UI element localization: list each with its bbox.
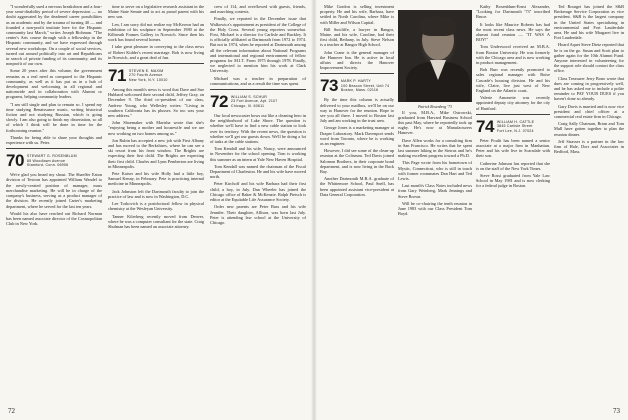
paragraph: It looks like Maurice Roberts has had the most recent class news. He says the alumni fund reunion — "IT WAS A BOY!" <box>476 21 550 43</box>
paragraph: Class Treasurer Jerry Bono wrote that dues are coming in progressively well, and he has asked me to include a polite reminder to PAY YOUR DUES if you haven't done so already. <box>554 75 624 102</box>
address-line: Boston, Mass. 02116 <box>340 88 379 93</box>
class-secretary-address <box>341 77 389 92</box>
class-heading <box>476 118 550 135</box>
address-line: WILLIAM S. SCHUR <box>230 95 268 100</box>
paragraph: Finally, we reported in the December issue that Walkowicz's appointment as president of the College of the Holy Cross. Several young reporters somewhat. First, Michael is a director for Carlisle and Buckley. It is officially affiliated at Dartmouth from 1972 to 1974. But not in 1974, when he reported at Dartmouth among all the relevant information about National Programs and international and regional environment of fellow programs for M.I.T. From 1975 through 1978. Finally, we neglected to mention him his work at Clark University. <box>210 16 306 74</box>
right-page <box>314 0 628 420</box>
paragraph: Dave Allen works for a consulting firm in San Francisco. He writes that he spent last summer hiking in the Sierras and he's making excellent progress toward a Ph.D. <box>398 137 472 159</box>
paragraph: If you, M.B.A., Mike Ostrowski, graduated from Harvard Business School this past May, where he reportedly took up rugby. He's now at Manufacturers Hanover. <box>398 109 472 136</box>
paragraph: Peter Kirchoff and his wife Barbara had their first child, a boy, in July. Dan Wheeler has joined the Chicago office of Baker & McKenzie. Ralph Pietsch is editor at the Equitable Life Assurance Society. <box>210 181 306 203</box>
paragraph: Some 20 years after this volume, the government remains as a real need as compared to the Hispanic community, as well as it has put us in a hub of development and welcoming in all regional and nationwide and in collaboration with Alumni or programs, helping community leaders. <box>6 68 102 100</box>
class-heading <box>320 77 394 94</box>
paragraph: Gary Davis is married and is now vice president and chief officer at a commercial real estate firm in Chicago. <box>554 103 624 120</box>
class-secretary-address <box>27 152 77 167</box>
paragraph: Peter Poulit has been named a senior associate at a major firm in Manhattan. Peter and his wife live in Scarsdale with their son. <box>476 137 550 159</box>
column-left-1 <box>6 4 102 404</box>
paragraph: George Jones is a marketing manager at Draper Laboratory. Mark Davenport sends word from Toronto, where he is working as an engineer. <box>320 125 394 147</box>
paragraph: Ted Bourget has joined the S&B Brokerage Service Corporation as vice president. S&B is the largest company in the United States specializing in environmental and Fort Lauderdale area. He and his wife Margaret live in Fort Lauderdale. <box>554 4 624 41</box>
paragraph: Among this month's news is word that Dave and Sue Hubbard welcomed their second child, Jeffrey Gray, on December 9. The third co-president of our class, Andrew Young, who Wellesley writes: "Living in southern California has its plusses. So too was your new address." <box>108 87 204 119</box>
paragraph: However, I did see some of the clean-up reunion at the Coliseum. Ted Davis joined Salomon Brothers, in their corporate bond department, and is now living in the Back Bay. <box>320 148 394 175</box>
class-secretary-address <box>497 118 534 133</box>
paragraph: Mike Gordon is selling investment property. He and his wife, Barbara, have settled in North Carolina, where Mike is with Miller and Wilson Capital. <box>320 4 394 25</box>
paragraph: Pete Kaiser and his wife Holly had a little boy, Samuel Kenny, in February. Pete is practicing internal medicine in Minneapolis. <box>108 171 204 187</box>
address-line: 270 Fourth Avenue <box>128 73 163 78</box>
paragraph: Tom Kendall and his wife, Nancy, were announced in November for the school opening. Tom is working this summer as an intern at Yale New Haven Hospital. <box>210 146 306 162</box>
paragraph: Michael was a teacher in preparation of communications, and as a result the time was spent. <box>210 75 306 86</box>
class-year: 71 <box>108 66 126 86</box>
divider <box>320 73 394 74</box>
paragraph: By the time this column is actually delivered to your mailbox, we'll be on our way to Hanover for the reunion. Hope to see you all there. I moved to Boston last July and am working in the trust area. <box>320 97 394 124</box>
address-line: New York, N.Y. 10010 <box>128 77 168 82</box>
paragraph: Lee Torkovich is a postdoctoral fellow in physical chemistry at the Wesleyan University. <box>108 201 204 212</box>
paragraph: John Crane is the general manager of the Hanover Inn. He is active in local affairs and directs the Hanover Improvement Society. <box>320 49 394 71</box>
page-number: 72 <box>8 407 15 415</box>
divider <box>6 148 102 149</box>
paragraph: Hoard Aquet Steve Dietz reported that he is on the go. Susan and Scott plan to gather again for the 10th Alumni Fund. Anyone interested in volunteering for the support role should contact the class office. <box>554 42 624 74</box>
photo-caption: Patrick Rosenberg '73 <box>418 105 452 109</box>
paragraph: Order new parents are Peter Bass and his wife Jennifer. Their daughter, Allison, was born last July. Peter is attending law school at the University of Chicago. <box>210 204 306 225</box>
paragraph: Tom Underwood received an M.B.A. from Boston University. He was formerly with the Chicago area and is now working in product management. <box>476 44 550 66</box>
class-secretary-address <box>231 93 278 108</box>
address-line: MARK P. HARTY <box>340 79 371 84</box>
paragraph: Our local newscaster bows out like a cleaning hero in the neighborhood of Lake Shore. The question is whether we'll have to find a new cable station to look over its territory. With the recent news, the question is whether we'll get our guests down. We'll be doing a lot of tasks at the cable stations. <box>210 113 306 145</box>
paragraph: "I am still single and plan to remain so. I spend my time studying Renaissance music, writing historical fiction and not studying Russian, which is going slowly. I am also going to finish my dissertation, so all of which I think will be done in time for the forthcoming reunion." <box>6 101 102 133</box>
paragraph: Kathy Rosenblum-Ernst Alexander, "Looking for Dartmouth '73" inscribed Bruce. <box>476 4 550 20</box>
paragraph: Craig Sally Chatman, Brian and Tom Mull have gotten together to plan the reunion dinner. <box>554 121 624 137</box>
paragraph: Tom Kendall was named the chairman of the Fiscal Department of Charleston. He and his wife have moved north. <box>210 163 306 180</box>
class-heading <box>210 93 306 110</box>
paragraph: We're glad you heard my shout. The Shaeffer Eaton division of Textron has appointed William Wandel to the newly-created position of manager, mass merchandise marketing. He will be in charge of the company's business, serving as a product manager of the division. He recently joined Carter's marketing department, where he served for the last ten years. <box>6 172 102 209</box>
address-line: Fort Lee, N.J. 07024 <box>496 128 534 133</box>
class-year: 74 <box>476 116 494 136</box>
paragraph: Len, I am sorry did not realize my McKeown had an exhibition of his sculpture in September 1980 at the Kilbreath Frames Gallery in Norwich. Since then his work has found several homes. <box>108 21 204 43</box>
paragraph: Jack Johnston left the Dartmouth faculty to join the practice of law and is now in Washington, D.C. <box>108 188 204 199</box>
paragraph: Will be co-chairing the tenth reunion in June 1983 with our Class President Tom Boyd. <box>398 200 472 217</box>
paragraph: Steve Rossi graduated from Yale Law School in May 1981 and is now clerking for a federal judge in Boston. <box>476 173 550 189</box>
paragraph: Bill Sutcliffe, a lawyer in Bangor, Maine, and his wife, Caroline, had their first child, Bethany, in July. Steve Nelson is a teacher at Bangor High School. <box>320 26 394 48</box>
address-line: 100 Beacon Street, Unit 74 <box>340 83 390 88</box>
paragraph: Bob Burr was recently promoted to sales regional manager with Boise Cascade's housing division. He and his wife, Claire, live just west of New England on the Atlantic coast. <box>476 67 550 94</box>
paragraph: Last month's Class Notes included news from Gary Weinberg, Mark Jennings and Steve Brown. <box>398 183 472 199</box>
paragraph: Thanks for being able to share your thoughts and experience with us. Peter. <box>6 134 102 146</box>
address-line: Stamford, Conn. 06906 <box>26 163 69 168</box>
address-line: STEVEN E. MAXIM <box>128 69 164 74</box>
column-left-3 <box>210 4 306 404</box>
address-line: 23 Fort Avenue, Apt. 2107 <box>230 99 278 104</box>
divider <box>108 63 204 64</box>
paragraph: time to serve on a legislative research assistant in the Maine State Senate and to act as proud parent with his new son. <box>108 4 204 20</box>
address-line: 3845 Carlisle Street <box>496 124 533 129</box>
paragraph: John Shoemaker with Marisha wrote that she's "enjoying being a mother and housewife and we are now working on two homes among us." <box>108 120 204 136</box>
photo-hair-shape <box>420 16 456 36</box>
column-left-2 <box>108 4 204 404</box>
address-line: 85 Woodlawn Avenue <box>26 158 66 163</box>
portrait-photo <box>398 10 472 102</box>
class-secretary-address <box>129 67 168 82</box>
page-number: 73 <box>613 407 620 415</box>
paragraph: Catherine Johnson has reported that she is on the staff of the New York Times. <box>476 160 550 171</box>
class-heading <box>108 67 204 84</box>
paragraph: I take great pleasure in conveying to the class news of Robert Kidder's recent marriage. Bob is now living in Norwich, and a great deal of fun. <box>108 44 204 60</box>
address-line: Chicago, Ill. 60611 <box>230 103 265 108</box>
column-right-1 <box>320 4 394 404</box>
paragraph: "I wonderfully used a nervous breakdown and a four-year semi-disability period of severe depression — no doubt aggravated by the deadened career possibilities as an academic and by the trauma of turning 40 — and founded a non-profit institute here for the Hispanic community last March," writes Joseph Richman. "The center's Arts course through with a fellowship in the Hispanic community, and we have expressed through several new workshops. On a couple of social services, turned out around politically into art and Republicans in search of private funding of its community, and its nonprofit of our own. <box>6 4 102 67</box>
class-year: 73 <box>320 76 338 96</box>
class-year: 70 <box>6 151 24 171</box>
divider <box>476 114 550 115</box>
paragraph: Jeff Strasser is a partner in the law firm of Hale, Dorr and Associates in Bedford, Mass. <box>554 138 624 155</box>
address-line: WILLIAM H. CATTLE <box>496 119 535 124</box>
paragraph: Another Dartmouth M.B.A. graduate of the Whittemore School, Paul Snell, has been appointed assistant vice-president at Data General Corporation. <box>320 176 394 197</box>
paragraph: Valerie Amonette was recently appointed deputy city attorney for the city of Hartford. <box>476 95 550 111</box>
paragraph: crew of 114, and overflowed with guests, friends, and marching contests. <box>210 4 306 15</box>
paragraph: Tanner Kilerberg recently moved from Denver, where he was a computer consultant for the state. Craig Shulman has been named an associate attorney. <box>108 213 204 229</box>
class-heading <box>6 152 102 169</box>
divider <box>210 89 306 90</box>
paragraph: Jon Rubin has accepted a new job with First Albany and has moved to the Berkshires, where he can see a ski resort from his front window. The Brights are expecting their first child. The Brights are expecting their first child. Charles and Lynn Pemberton are living in Minneapolis. <box>108 137 204 169</box>
column-right-2 <box>398 4 472 404</box>
column-right-3 <box>476 4 550 404</box>
paragraph: This Page wrote from his hometown of Mystic, Connecticut, who is still in touch with former roommates Dan Hart and Ted Lewis. <box>398 160 472 182</box>
address-line: STEWART G. ROSENBLUM <box>26 154 77 159</box>
column-right-4 <box>554 4 624 404</box>
class-year: 72 <box>210 92 228 112</box>
paragraph: Would his also have reached out Richard Norman has been named associate director of the Cosmopolitan Club in New York. <box>6 210 102 227</box>
